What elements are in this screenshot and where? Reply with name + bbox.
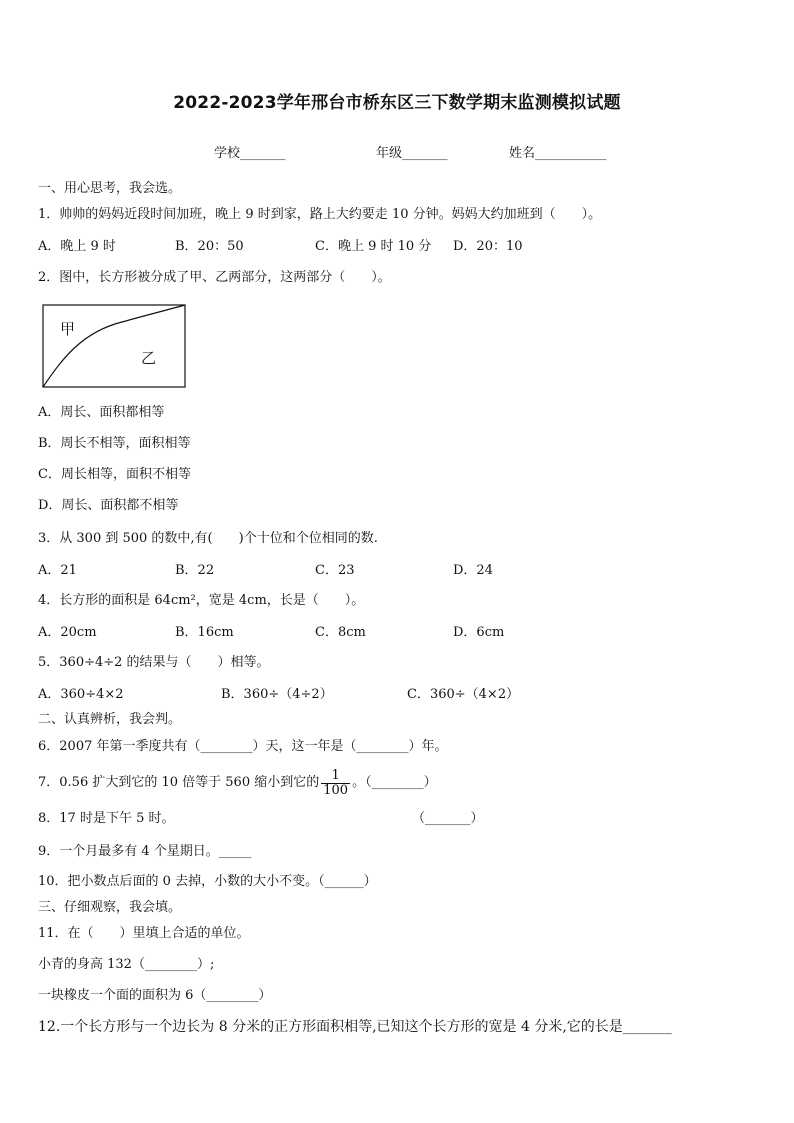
q7-text-before: 7．0.56 扩大到它的 10 倍等于 560 缩小到它的	[38, 775, 320, 790]
question-1: 1．帅帅的妈妈近段时间加班，晚上 9 时到家，路上大约要走 10 分钟。妈妈大约加班到（ ）。	[38, 207, 602, 222]
question-11: 11．在（ ）里填上合适的单位。	[38, 926, 250, 941]
q4-option-a: A．20cm	[38, 625, 97, 640]
page-title: 2022-2023学年邢台市桥东区三下数学期末监测模拟试题	[173, 93, 621, 113]
q4-option-b: B．16cm	[175, 625, 234, 640]
q8-answer-blank: （_______）	[412, 811, 484, 826]
section-heading-3: 三、仔细观察，我会填。	[38, 900, 182, 915]
section-heading-2: 二、认真辨析，我会判。	[38, 712, 182, 727]
question-10: 10．把小数点后面的 0 去掉，小数的大小不变。（______）	[38, 874, 377, 889]
dividing-curve	[43, 305, 185, 387]
q1-option-a: A．晚上 9 时	[38, 239, 116, 254]
q1-option-c: C．晚上 9 时 10 分	[315, 239, 432, 254]
name-field: 姓名___________	[509, 146, 607, 161]
q2-option-d: D．周长、面积都不相等	[38, 498, 179, 513]
q7-fraction-numerator: 1	[331, 767, 340, 783]
q3-option-a: A．21	[38, 563, 77, 578]
label-yi: 乙	[141, 349, 157, 367]
q1-option-d: D．20：10	[453, 239, 523, 254]
q4-option-d: D．6cm	[453, 625, 505, 640]
q3-option-b: B．22	[175, 563, 215, 578]
q4-option-c: C．8cm	[315, 625, 366, 640]
question-4: 4．长方形的面积是 64cm²，宽是 4cm，长是（ ）。	[38, 593, 365, 608]
q2-option-b: B．周长不相等，面积相等	[38, 436, 191, 451]
q7-text-after: 。（________）	[352, 775, 437, 790]
q5-option-c: C．360÷（4×2）	[407, 687, 520, 702]
q3-option-c: C．23	[315, 563, 355, 578]
question-12: 12.一个长方形与一个边长为 8 分米的正方形面积相等,已知这个长方形的宽是 4 分米,它的长是_______	[38, 1019, 672, 1035]
question-9: 9．一个月最多有 4 个星期日。_____	[38, 844, 252, 859]
question-6: 6．2007 年第一季度共有（________）天，这一年是（________）年。	[38, 739, 448, 754]
q2-option-a: A．周长、面积都相等	[38, 405, 165, 420]
question-2: 2．图中，长方形被分成了甲、乙两部分，这两部分（ ）。	[38, 270, 391, 285]
q3-option-d: D．24	[453, 563, 493, 578]
q7-fraction-denominator: 100	[323, 782, 349, 798]
rectangle-figure	[42, 304, 186, 388]
q7-fraction	[321, 769, 350, 798]
q11-line-2: 一块橡皮一个面的面积为 6（________）	[38, 988, 272, 1003]
question-7	[38, 764, 437, 802]
label-jia: 甲	[60, 320, 76, 338]
question-5: 5．360÷4÷2 的结果与（ ）相等。	[38, 655, 270, 670]
q2-option-c: C．周长相等，面积不相等	[38, 467, 191, 482]
q11-line-1: 小青的身高 132（________）;	[38, 957, 215, 972]
q5-option-a: A．360÷4×2	[38, 687, 124, 702]
question-3: 3．从 300 到 500 的数中,有( )个十位和个位相同的数.	[38, 531, 378, 546]
school-field: 学校_______	[214, 146, 286, 161]
q1-option-b: B．20：50	[175, 239, 244, 254]
q5-option-b: B．360÷（4÷2）	[221, 687, 333, 702]
grade-field: 年级_______	[376, 146, 448, 161]
rectangle-outline	[43, 305, 185, 387]
section-heading-1: 一、用心思考，我会选。	[38, 181, 182, 196]
question-8: 8．17 时是下午 5 时。	[38, 811, 175, 826]
